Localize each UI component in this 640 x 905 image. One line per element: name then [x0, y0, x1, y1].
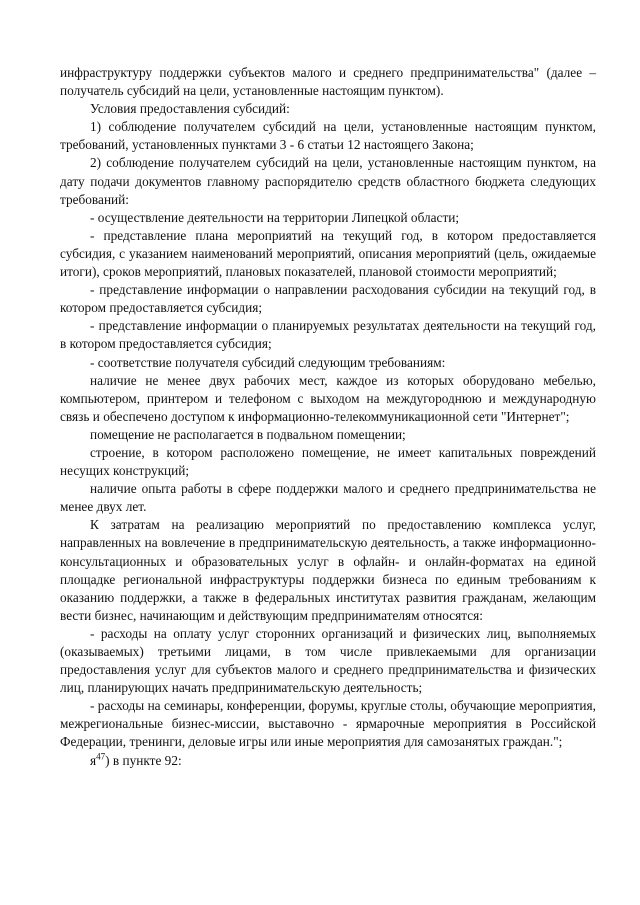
paragraph: - расходы на семинары, конференции, форумы, круглые столы, обучающие мероприятия, межрегиональные бизнес-миссии, выставочно - ярмарочные мероприятия в Российской Федерации, тренинги, деловые игры или иные мероприятия для самозанятых граждан.";: [60, 698, 596, 750]
final-item-text: ) в пункте 92:: [105, 752, 182, 768]
paragraph: - представление плана мероприятий на текущий год, в котором предоставляется субсидия, с указанием наименований мероприятий, описания мероприятий (цель, ожидаемые итоги), сроков мероприятий, плановых показателей, плановой стоимости мероприятий;: [60, 227, 596, 280]
final-item-letter: я: [90, 752, 97, 768]
paragraph: - представление информации о направлении расходования субсидии на текущий год, в котором предоставляется субсидия;: [60, 282, 596, 316]
document-page: [60, 64, 596, 770]
paragraph: Условия предоставления субсидий:: [90, 101, 290, 117]
paragraph: инфраструктуру поддержки субъектов малого и среднего предпринимательства" (далее – получатель субсидий на цели, установленные настоящим пунктом).: [60, 65, 596, 99]
paragraph: - соответствие получателя субсидий следующим требованиям:: [90, 354, 446, 370]
paragraph: наличие не менее двух рабочих мест, каждое из которых оборудовано мебелью, компьютером, принтером и телефоном с выходом на междугороднюю и международную связь и обеспечено доступом к информационно-телекоммуникационной сети "Интернет";: [60, 372, 596, 424]
paragraph: наличие опыта работы в сфере поддержки малого и среднего предпринимательства не менее двух лет.: [60, 481, 596, 515]
paragraph: К затратам на реализацию мероприятий по предоставлению комплекса услуг, направленных на вовлечение в предпринимательскую деятельность, а также информационно-консультационных и образовательных услуг в офлайн- и онлайн-форматах на единой площадке региональной инфраструктуры поддержки бизнеса по единым требованиям к оказанию поддержки, а также в федеральных институтах развития гражданам, желающим вести бизнес, начинающим и действующим предпринимателям относятся:: [60, 517, 596, 623]
paragraph: - расходы на оплату услуг сторонних организаций и физических лиц, выполняемых (оказываемых) третьими лицами, в том числе привлекаемыми для организации предоставления услуг для субъектов малого и среднего предпринимательства и физических лиц, планирующих начать предпринимательскую деятельность;: [60, 625, 596, 696]
paragraph: - осуществление деятельности на территории Липецкой области;: [90, 209, 460, 225]
paragraph: 2) соблюдение получателем субсидий на цели, установленные настоящим пунктом, на дату подачи документов главному распорядителю средств областного бюджета следующих требований:: [60, 155, 596, 207]
paragraph: строение, в котором расположено помещение, не имеет капитальных повреждений несущих конструкций;: [60, 444, 596, 479]
footnote-superscript: 47: [96, 751, 106, 762]
paragraph: помещение не располагается в подвальном помещении;: [90, 426, 406, 442]
final-item: [60, 752, 596, 770]
paragraph: 1) соблюдение получателем субсидий на цели, установленные настоящим пунктом, требований, установленных пунктами 3 - 6 статьи 12 настоящего Закона;: [60, 119, 596, 153]
paragraph: - представление информации о планируемых результатах деятельности на текущий год, в котором предоставляется субсидия;: [60, 318, 596, 352]
